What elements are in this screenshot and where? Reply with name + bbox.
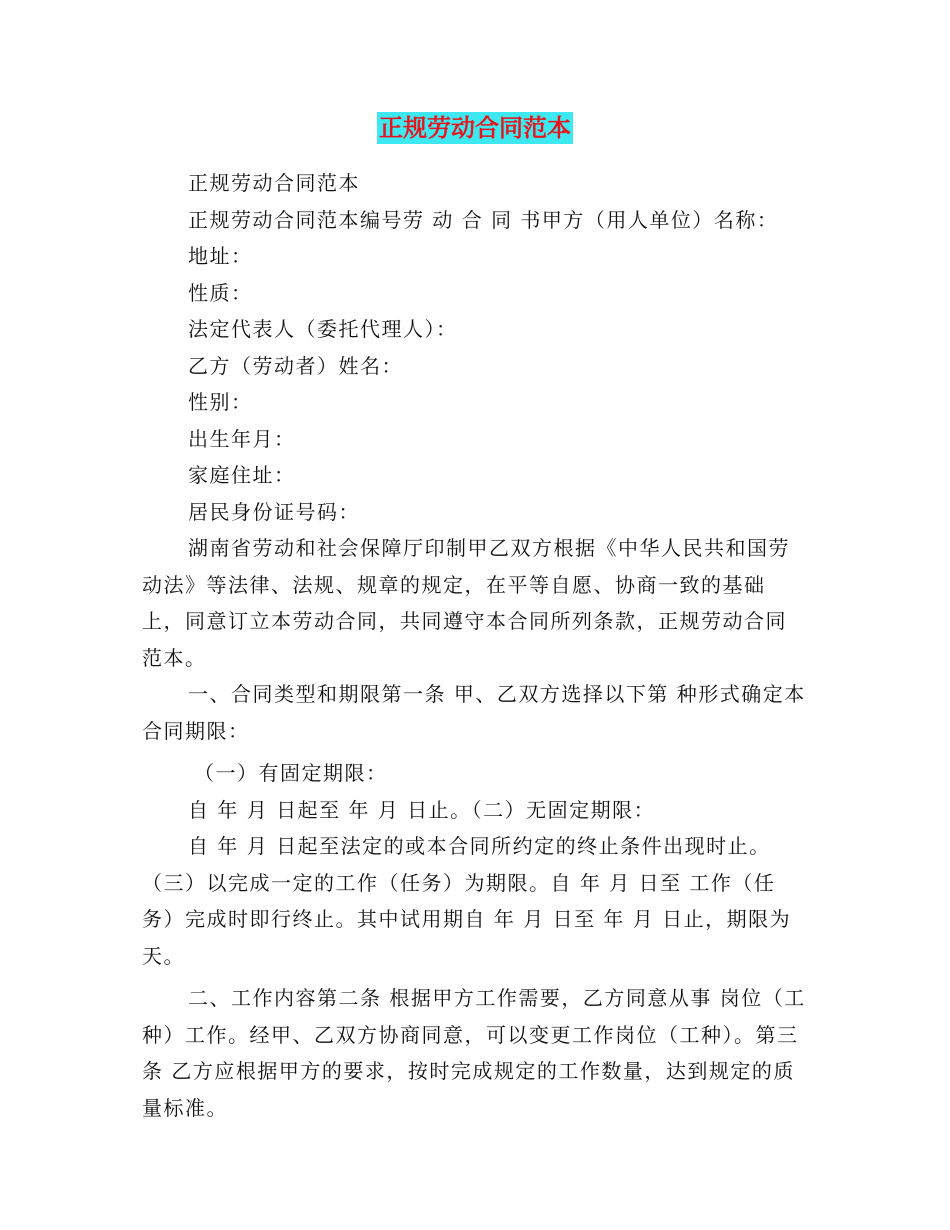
field-id-number: 居民身份证号码： [188, 499, 360, 524]
document-title: 正规劳动合同范本 [379, 114, 571, 142]
title-container [0, 112, 950, 144]
document-body [142, 165, 807, 1126]
paragraph-term-dates: 自 年 月 日起至 年 月 日止。（二）无固定期限： [188, 797, 656, 822]
paragraph-work-content: 二、工作内容第二条 根据甲方工作需要，乙方同意从事 岗位（工种）工作。经甲、乙双方协商同意，可以变更工作岗位（工种）。第三条 乙方应根据甲方的要求，按时完成规定的工作数量，达到规定的质量标准。 [142, 986, 806, 1120]
field-birth-date: 出生年月： [188, 426, 296, 451]
paragraph-contract-type: 一、合同类型和期限第一条 甲、乙双方选择以下第 种形式确定本合同期限： [142, 682, 806, 743]
field-gender: 性别： [188, 390, 253, 414]
paragraph-fixed-term: （一）有固定期限： [194, 761, 388, 785]
paragraph-heading: 正规劳动合同范本 [188, 171, 360, 195]
field-legal-representative: 法定代表人（委托代理人）： [188, 317, 458, 341]
field-home-address: 家庭住址： [188, 463, 296, 487]
field-nature: 性质： [188, 280, 253, 305]
field-address: 地址： [188, 244, 253, 268]
field-employee-name: 乙方（劳动者）姓名： [188, 353, 403, 378]
paragraph-indefinite-term: 自 年 月 日起至法定的或本合同所约定的终止条件出现时止。（三）以完成一定的工作（任务）为期限。自 年 月 日至 工作（任务）完成时即行终止。其中试用期自 年 月 日至 年 月 日止，期限为 天。 [142, 834, 792, 968]
paragraph-contract-number: 正规劳动合同范本编号劳 动 合 同 书甲方（用人单位）名称： [188, 207, 779, 232]
paragraph-preamble: 湖南省劳动和社会保障厅印制甲乙双方根据《中华人民共和国劳动法》等法律、法规、规章的规定，在平等自愿、协商一致的基础上，同意订立本劳动合同，共同遵守本合同所列条款，正规劳动合同范本。 [142, 536, 790, 670]
